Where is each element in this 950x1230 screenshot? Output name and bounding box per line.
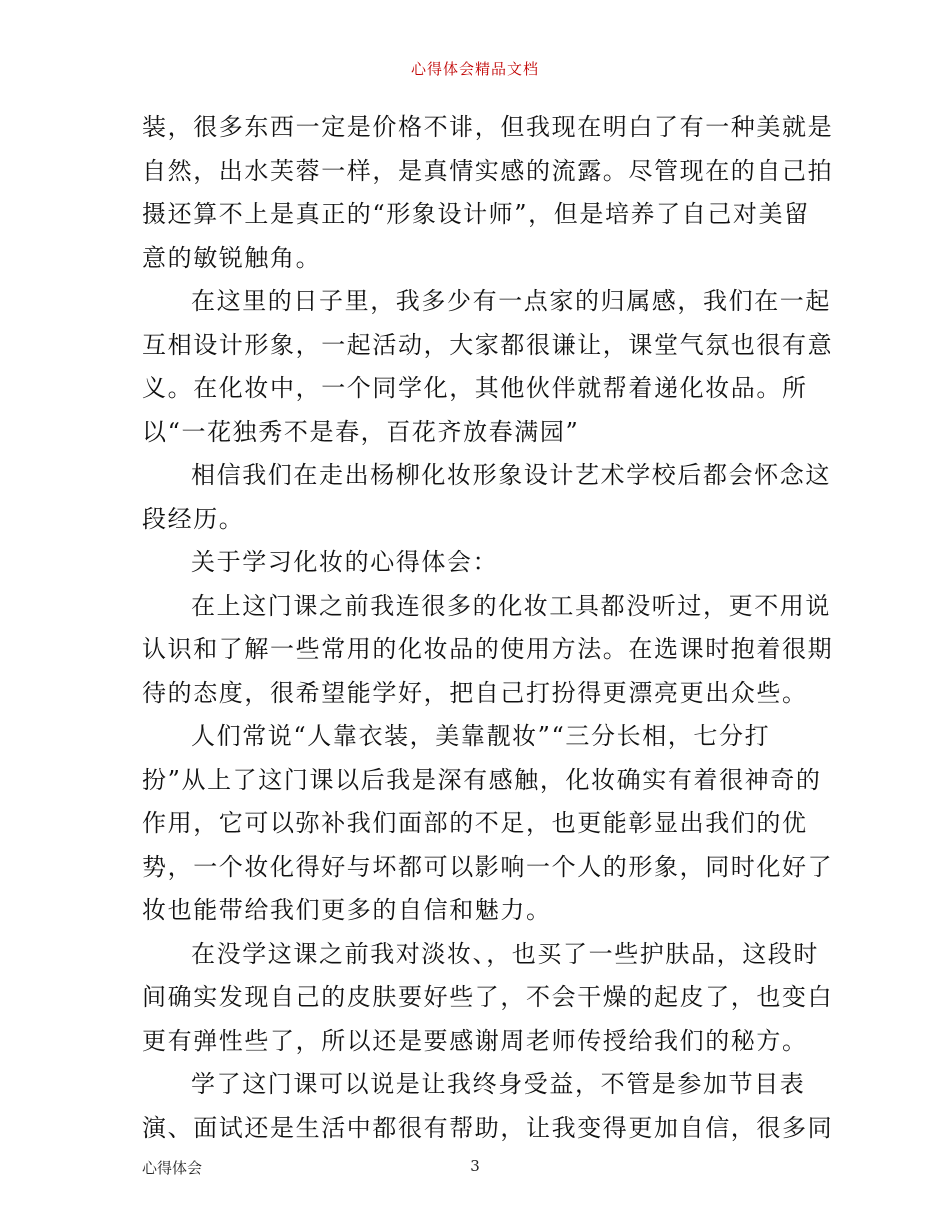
text-line: 以“一花独秀不是春，百花齐放春满园” — [142, 417, 580, 446]
text-line: 意的敏锐触角。 — [142, 243, 322, 272]
text-line: 妆也能带给我们更多的自信和魅力。 — [142, 896, 552, 924]
text-line: 认识和了解一些常用的化妆品的使用方法。在选课时抱着很期 — [142, 635, 834, 663]
text-line: 自然，出水芙蓉一样，是真情实感的流露。尽管现在的自己拍 — [142, 156, 834, 185]
paragraph-start-line: 在没学这课之前我对淡妆、，也买了一些护肤品，这段时 — [191, 939, 819, 968]
document-body — [142, 106, 834, 1150]
text-line: 待的态度，很希望能学好，把自己打扮得更漂亮更出众些。 — [142, 678, 808, 707]
text-line: 作用，它可以弥补我们面部的不足，也更能彰显出我们的优 — [142, 809, 808, 837]
page-number: 3 — [470, 1157, 480, 1175]
text-line: 扮”从上了这门课以后我是深有感触，化妆确实有着很神奇的 — [142, 765, 822, 794]
text-line: 摄还算不上是真正的“形象设计师”，但是培养了自己对美留 — [142, 200, 810, 228]
paragraph-start-line: 学了这门课可以说是让我终身受益，不管是参加节目表 — [191, 1070, 806, 1098]
section-heading: 关于学习化妆的心得体会： — [191, 548, 499, 576]
paragraph-start-line: 人们常说“人靠衣装，美靠靓妆”“三分长相，七分打 — [191, 722, 771, 750]
text-line: 更有弹性些了，所以还是要感谢周老师传授给我们的秘方。 — [142, 1026, 808, 1055]
text-line: 势，一个妆化得好与坏都可以影响一个人的形象，同时化好了 — [142, 852, 834, 881]
paragraph-start-line: 在这里的日子里，我多少有一点家的归属感，我们在一起 — [191, 287, 831, 315]
paragraph-start-line: 相信我们在走出杨柳化妆形象设计艺术学校后都会怀念这 — [191, 461, 831, 489]
paragraph-start-line: 在上这门课之前我连很多的化妆工具都没听过，更不用说 — [191, 591, 831, 620]
text-line: 演、面试还是生活中都很有帮助，让我变得更加自信，很多同 — [142, 1113, 834, 1142]
text-line: 段经历。 — [142, 504, 245, 533]
text-line: 互相设计形象，一起活动，大家都很谦让，课堂气氛也很有意 — [142, 330, 834, 359]
text-line: 义。在化妆中，一个同学化，其他伙伴就帮着递化妆品。所 — [142, 374, 808, 402]
text-line: 间确实发现自己的皮肤要好些了，不会干燥的起皮了，也变白 — [142, 983, 834, 1011]
page-header-title: 心得体会精品文档 — [410, 60, 539, 78]
footer-label: 心得体会 — [142, 1159, 203, 1177]
text-line: 装，很多东西一定是价格不诽，但我现在明白了有一种美就是 — [142, 113, 834, 141]
